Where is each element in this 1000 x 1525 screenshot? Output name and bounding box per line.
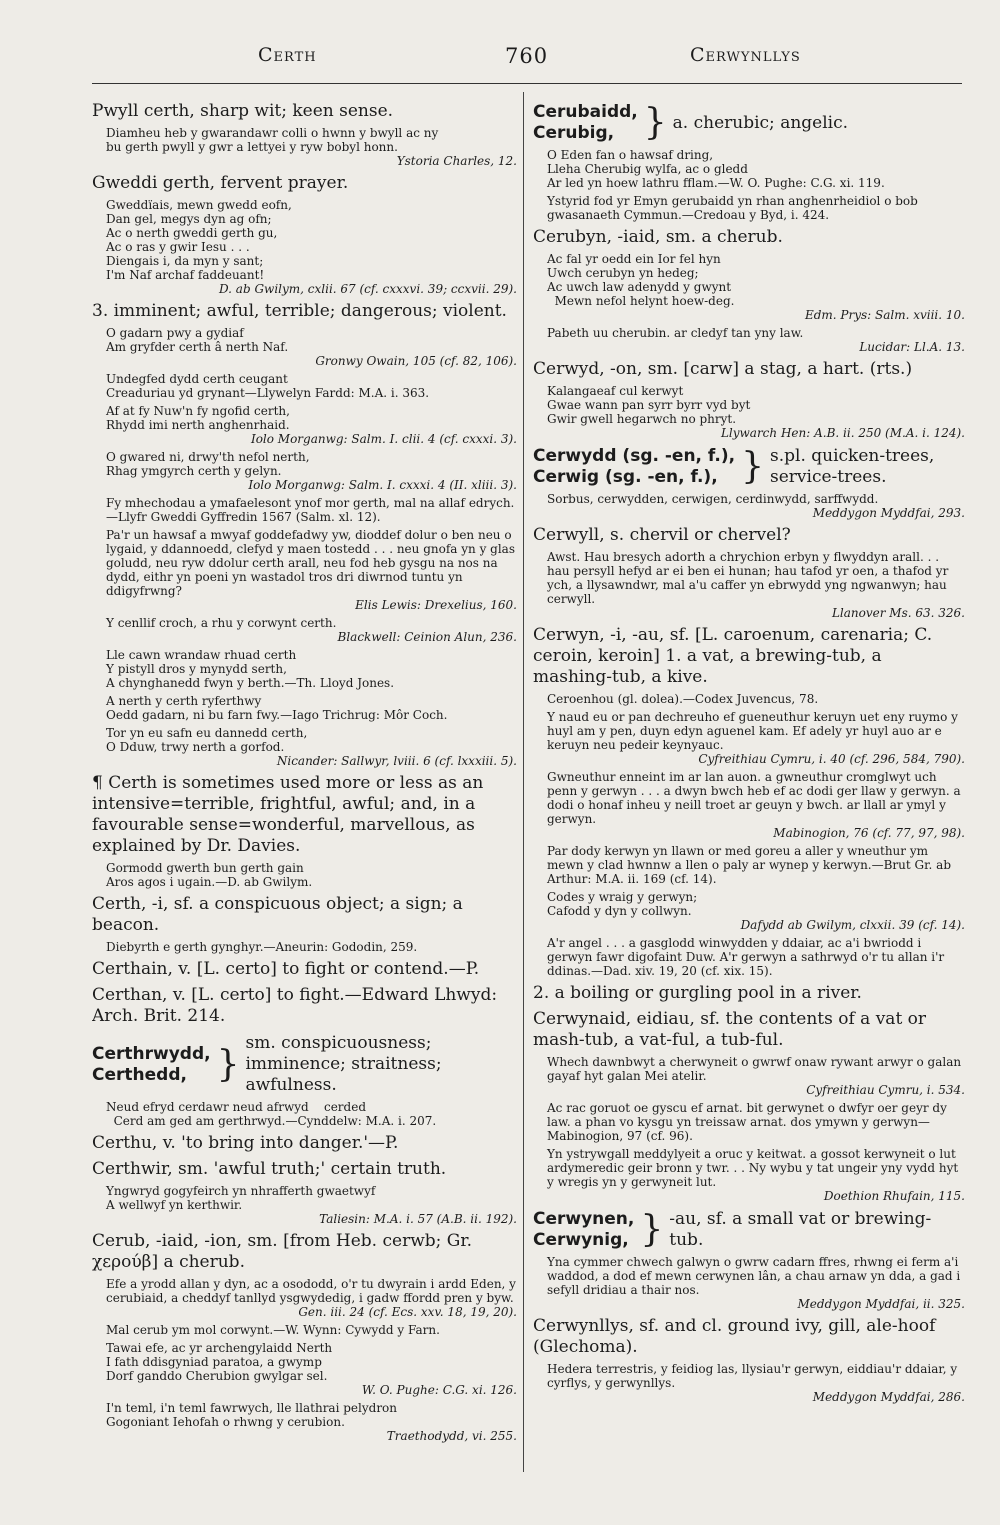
citation-source: Lucidar: Ll.A. 13. — [859, 340, 965, 354]
quotation: Diebyrth e gerth gynghyr.—Aneurin: Gododin, 259. — [106, 940, 418, 954]
quotation: O gadarn pwy a gydiaf Am gryfder certh â nerth Naf. — [106, 326, 289, 354]
quotation: Gwneuthur enneint im ar lan auon. a gwneuthur cromglwyt uch penn y gerwyn . . . a dwyn bwch heb ef ac dodi ger llaw y gerwyn. a dodi o honaf inheu y neill troet ar geuyn y bwch. ar llall ar ymyl y gerwyn. — [547, 770, 961, 826]
headword-entry: Certhwir, sm. 'awful truth;' certain truth. — [92, 1159, 447, 1179]
brace-glyph: } — [741, 446, 764, 487]
quotation: Undegfed dydd certh ceugant Creaduriau yd grynant—Llywelyn Fardd: M.A. i. 363. — [106, 372, 430, 400]
paired-headword-entry — [533, 102, 965, 144]
citation-source: Meddygon Myddfai, ii. 325. — [797, 1297, 965, 1311]
headword-entry: 2. a boiling or gurgling pool in a river. — [533, 983, 862, 1003]
header-rule — [92, 83, 962, 84]
citation-source: Llywarch Hen: A.B. ii. 250 (M.A. i. 124). — [720, 426, 965, 440]
quotation: Whech dawnbwyt a cherwyneit o gwrwf onaw rywant arwyr o galan gayaf hyt galan Mei atelir. — [547, 1055, 962, 1083]
quotation: Lle cawn wrandaw rhuad certh Y pistyll dros y mynydd serth, A chynghanedd fwyn y berth.—Th. Lloyd Jones. — [106, 648, 395, 690]
quotation: Kalangaeaf cul kerwyt Gwae wann pan syrr byrr vyd byt Gwir gwell hegarwch no phryt. — [547, 384, 751, 426]
quotation: Ceroenhou (gl. dolea).—Codex Juvencus, 78. — [547, 692, 819, 706]
quotation: Ystyrid fod yr Emyn gerubaidd yn rhan anghenrheidiol o bob gwasanaeth Cymmun.—Credoau y Byd, i. 424. — [547, 194, 918, 222]
quotation: Codes y wraig y gerwyn; Cafodd y dyn y collwyn. — [547, 890, 698, 918]
citation-source: Blackwell: Ceinion Alun, 236. — [337, 630, 517, 644]
quotation: Yn ystrywgall meddylyeit a oruc y keitwat. a gossot kerwyneit o lut ardymeredic geir bronn y twr. . . Ny wybu y tat ungeir yny vydd hyt y wregis yn y gerwyneit lut. — [547, 1147, 959, 1189]
citation-source: D. ab Gwilym, cxlii. 67 (cf. cxxxvi. 39; ccxvii. 29). — [218, 282, 517, 296]
brace-glyph: } — [640, 1209, 664, 1250]
quotation: Par dody kerwyn yn llawn or med goreu a aller y wneuthur ym mewn y clad hwnnw a llen o paly ar wynep y kerwyn.—Brut Gr. ab Arthur: M.A. ii. 169 (cf. 14). — [547, 844, 952, 886]
citation-source: Ystoria Charles, 12. — [396, 154, 517, 168]
quotation: Yngwryd gogyfeirch yn nhrafferth gwaetwyf A wellwyf yn kerthwir. — [106, 1184, 376, 1212]
paired-headwords: Certhrwydd, Certhedd, — [92, 1043, 211, 1085]
paired-headwords: Cerwynen, Cerwynig, — [533, 1209, 635, 1250]
citation-source: Meddygon Myddfai, 293. — [812, 506, 965, 520]
citation-source: Doethion Rhufain, 115. — [823, 1189, 965, 1203]
quotation: Af at fy Nuw'n fy ngofid certh, Rhydd imi nerth anghenrhaid. — [106, 404, 290, 432]
quotation: Pa'r un hawsaf a mwyaf goddefadwy yw, dioddef dolur o ben neu o lygaid, y ddannoedd, clefyd y maen tostedd . . . neu gnofa yn y glas goludd, neu ryw ddolur certh arall, neu fod heb gysgu na nos na dydd, eithr yn poeni yn wastadol tros dri diwrnod tuntu yn ddigyfrwng? — [106, 528, 515, 598]
citation-source: Gronwy Owain, 105 (cf. 82, 106). — [315, 354, 517, 368]
quotation: Gweddïais, mewn gwedd eofn, Dan gel, megys dyn ag ofn; Ac o nerth gweddi gerth gu, Ac o ras y gwir Iesu . . . Diengais i, da myn y sant; I'm Naf archaf faddeuant! — [106, 198, 292, 282]
headword-entry: 3. imminent; awful, terrible; dangerous; violent. — [92, 301, 507, 321]
citation-source: Taliesin: M.A. i. 57 (A.B. ii. 192). — [319, 1212, 517, 1226]
quotation: Yna cymmer chwech galwyn o gwrw cadarn ffres, rhwng ei ferm a'i waddod, a dod ef mewn cerwynen lân, a chau arnaw yn dda, a gad i sefyll dridiau a thair nos. — [547, 1255, 961, 1297]
citation-source: Cyfreithiau Cymru, i. 40 (cf. 296, 584, 790). — [698, 752, 965, 766]
quotation: Y cenllif croch, a rhu y corwynt certh. — [106, 616, 337, 630]
paired-headwords: Cerubaidd, Cerubig, — [533, 102, 638, 143]
headword-entry: Pwyll certh, sharp wit; keen sense. — [92, 101, 394, 121]
quotation: Gormodd gwerth bun gerth gain Aros agos i ugain.—D. ab Gwilym. — [106, 861, 313, 889]
paired-headword-entry — [533, 1209, 965, 1251]
headword-entry: Cerwyll, s. chervil or chervel? — [533, 525, 791, 545]
citation-source: Gen. iii. 24 (cf. Ecs. xxv. 18, 19, 20). — [298, 1305, 517, 1319]
headword-entry: ¶ Certh is sometimes used more or less as an intensive=terrible, frightful, awful; and, in a favourable sense=wonderful, marvellous, as explained by Dr. Davies. — [92, 773, 484, 856]
paired-headword-entry — [533, 446, 965, 488]
quotation: Diamheu heb y gwarandawr colli o hwnn y bwyll ac ny bu gerth pwyll y gwr a lettyei y ryw bobyl honn. — [106, 126, 439, 154]
quotation: Mal cerub ym mol corwynt.—W. Wynn: Cywydd y Farn. — [106, 1323, 440, 1337]
quotation: O Eden fan o hawsaf dring, Lleha Cherubig wylfa, ac o gledd Ar led yn hoew lathru fflam.—W. O. Pughe: C.G. xi. 119. — [547, 148, 885, 190]
brace-glyph: } — [216, 1043, 240, 1085]
quotation: Sorbus, cerwydden, cerwigen, cerdinwydd, sarffwydd. — [547, 492, 879, 506]
column-divider — [523, 92, 524, 1472]
headword-entry: Cerwynaid, eidiau, sf. the contents of a vat or mash-tub, a vat-ful, a tub-ful. — [533, 1009, 927, 1050]
quotation: Pabeth uu cherubin. ar cledyf tan yny law. — [547, 326, 804, 340]
citation-source: Dafydd ab Gwilym, clxxii. 39 (cf. 14). — [740, 918, 965, 932]
headword-entry: Certh, -i, sf. a conspicuous object; a sign; a beacon. — [92, 894, 463, 935]
paired-definition: -au, sf. a small vat or brewing-tub. — [669, 1209, 932, 1250]
headword-entry: Cerwyn, -i, -au, sf. [L. caroenum, carenaria; C. ceroin, keroin] 1. a vat, a brewing-tub, a mashing-tub, a kive. — [533, 625, 933, 687]
page-number: 760 — [505, 44, 549, 68]
citation-source: Mabinogion, 76 (cf. 77, 97, 98). — [773, 826, 965, 840]
quotation: Tawai efe, ac yr archengylaidd Nerth I fath ddisgyniad paratoa, a gwymp Dorf ganddo Cherubion gwylgar sel. — [106, 1341, 333, 1383]
quotation: I'n teml, i'n teml fawrwych, lle llathrai pelydron Gogoniant Iehofah o rhwng y cerubion. — [106, 1401, 398, 1429]
paired-definition: a. cherubic; angelic. — [672, 112, 849, 133]
quotation: Neud efryd cerdawr neud afrwyd cerded Cerd am ged am gerthrwyd.—Cynddelw: M.A. i. 207. — [106, 1100, 437, 1128]
quotation: A nerth y certh ryferthwy Oedd gadarn, ni bu farn fwy.—Iago Trichrug: Môr Coch. — [106, 694, 448, 722]
citation-source: Llanover Ms. 63. 326. — [831, 606, 965, 620]
citation-source: Iolo Morganwg: Salm. I. clii. 4 (cf. cxxxi. 3). — [250, 432, 517, 446]
left-column — [92, 96, 517, 1476]
paired-definition: sm. conspicuousness; imminence; straitness; awfulness. — [245, 1033, 442, 1095]
brace-glyph: } — [643, 102, 667, 143]
paired-definition: s.pl. quicken-trees, service-trees. — [770, 446, 935, 487]
header-left-word: Certh — [258, 44, 317, 66]
headword-entry: Certhan, v. [L. certo] to fight.—Edward Lhwyd: Arch. Brit. 214. — [92, 985, 498, 1026]
headword-entry: Cerub, -iaid, -ion, sm. [from Heb. cerwb; Gr. χερούβ] a cherub. — [92, 1231, 473, 1272]
header-right-word: Cerwynllys — [690, 44, 801, 66]
citation-source: Meddygon Myddfai, 286. — [812, 1390, 965, 1404]
running-header — [0, 44, 1000, 78]
headword-entry: Certhain, v. [L. certo] to fight or contend.—P. — [92, 959, 480, 979]
headword-entry: Cerwyd, -on, sm. [carw] a stag, a hart. (rts.) — [533, 359, 913, 379]
headword-entry: Gweddi gerth, fervent prayer. — [92, 173, 349, 193]
headword-entry: Cerwynllys, sf. and cl. ground ivy, gill, ale-hoof (Glechoma). — [533, 1316, 936, 1357]
citation-source: W. O. Pughe: C.G. xi. 126. — [361, 1383, 517, 1397]
paired-headwords: Cerwydd (sg. -en, f.), Cerwig (sg. -en, f.), — [533, 446, 736, 487]
citation-source: Traethodydd, vi. 255. — [386, 1429, 517, 1443]
quotation: Ac rac goruot oe gyscu ef arnat. bit gerwynet o dwfyr oer geyr dy law. a phan vo kysgu yn treissaw arnat. dos ymywn y gerwyn—Mabinogion, 97 (cf. 96). — [547, 1101, 947, 1143]
citation-source: Elis Lewis: Drexelius, 160. — [355, 598, 517, 612]
quotation: Ac fal yr oedd ein Ior fel hyn Uwch cerubyn yn hedeg; Ac uwch law adenydd y gwynt Mewn nefol helynt hoew-deg. — [547, 252, 735, 308]
quotation: Hedera terrestris, y feidiog las, llysiau'r gerwyn, eiddiau'r ddaiar, y cyrflys, y gerwynllys. — [547, 1362, 958, 1390]
citation-source: Cyfreithiau Cymru, i. 534. — [806, 1083, 965, 1097]
quotation: O gwared ni, drwy'th nefol nerth, Rhag ymgyrch certh y gelyn. — [106, 450, 310, 478]
quotation: Awst. Hau bresych adorth a chrychion erbyn y flwyddyn arall. . . hau persyll hefyd ar ei ben ei hunan; hau tafod yr oen, a thafod yr ych, a llysawndwr, mal a'u caffer yn ebrwydd yng ngwanwyn; hau cerwyll. — [547, 550, 949, 606]
quotation: Tor yn eu safn eu dannedd certh, O Dduw, trwy nerth a gorfod. — [106, 726, 308, 754]
headword-entry: Cerubyn, -iaid, sm. a cherub. — [533, 227, 783, 247]
headword-entry: Certhu, v. 'to bring into danger.'—P. — [92, 1133, 399, 1153]
quotation: A'r angel . . . a gasglodd winwydden y ddaiar, ac a'i bwriodd i gerwyn fawr digofaint Duw. A'r gerwyn a sathrwyd o'r tu allan i'r ddinas.—Dad. xiv. 19, 20 (cf. xix. 15). — [547, 936, 945, 978]
quotation: Efe a yrodd allan y dyn, ac a osododd, o'r tu dwyrain i ardd Eden, y cerubiaid, a cheddyf tanllyd ysgwydedig, i gadw ffordd pren y byw. — [106, 1277, 516, 1305]
citation-source: Edm. Prys: Salm. xviii. 10. — [804, 308, 965, 322]
paired-headword-entry — [92, 1033, 517, 1096]
citation-source: Iolo Morganwg: Salm. I. cxxxi. 4 (II. xliii. 3). — [248, 478, 517, 492]
quotation: Fy mhechodau a ymafaelesont ynof mor gerth, mal na allaf edrych.—Llyfr Gweddi Gyffredin 1567 (Salm. xl. 12). — [106, 496, 515, 524]
citation-source: Nicander: Sallwyr, lviii. 6 (cf. lxxxiii. 5). — [276, 754, 517, 768]
right-column — [533, 96, 965, 1516]
quotation: Y naud eu or pan dechreuho ef gueneuthur keruyn uet eny ruymo y huyl am y pen, duyn edyn aguenel kam. Ef adely yr huyl auo ar e keruyn neu pedeir keynyauc. — [547, 710, 958, 752]
